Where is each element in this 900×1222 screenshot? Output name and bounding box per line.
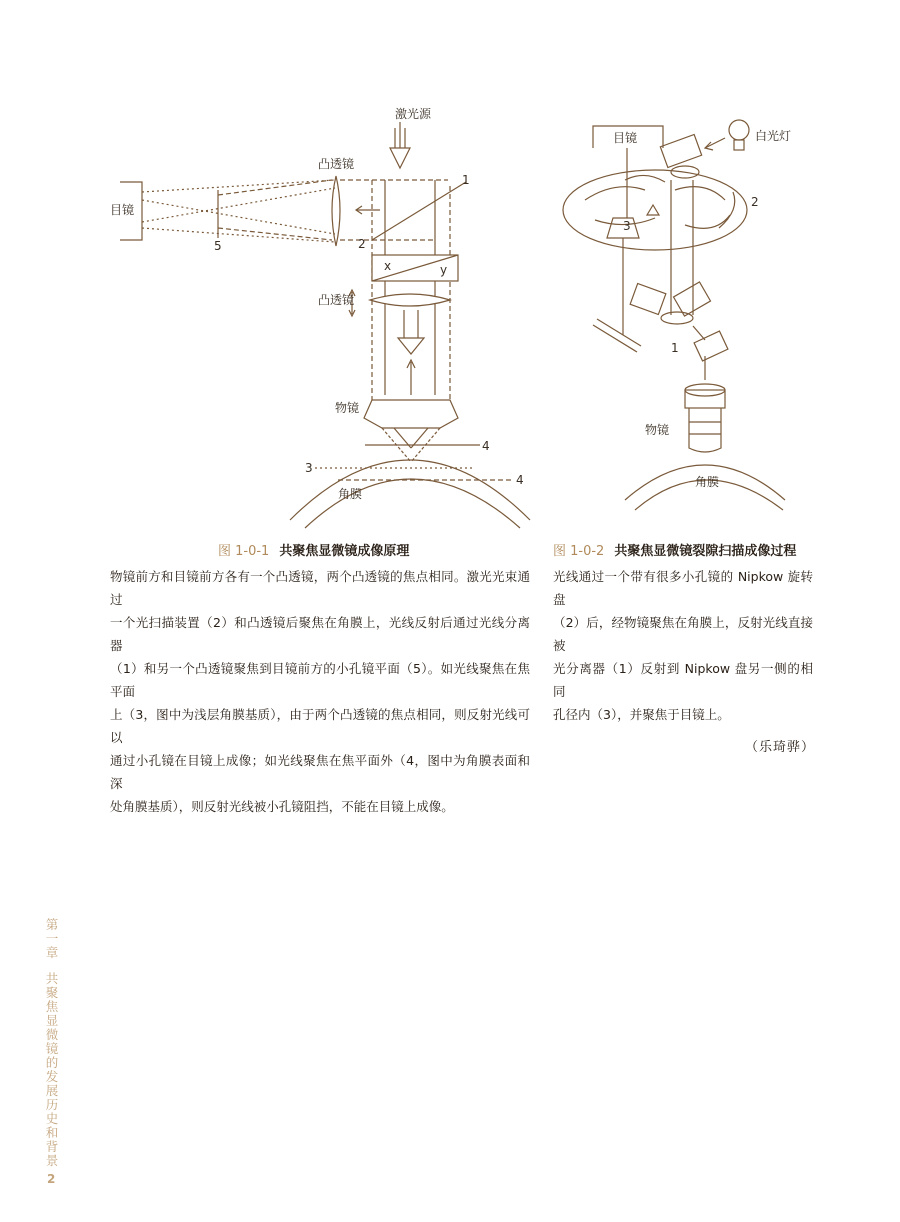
ray [142, 180, 335, 192]
mirror-bottom-left [593, 325, 637, 352]
chapter-title: 共聚焦显微镜的发展历史和背景 [45, 971, 59, 1168]
ray [142, 188, 335, 222]
description-line: 上（3，图中为浅层角膜基质），由于两个凸透镜的焦点相同，则反射光线可以 [110, 707, 530, 745]
author-credit: （乐琦骅） [745, 740, 816, 755]
lamp-ray [705, 138, 725, 148]
figure-1-number: 图 1-0-1 [218, 544, 270, 559]
description-line: 光线通过一个带有很多小孔镜的 Nipkow 旋转盘 [553, 569, 813, 607]
label-x: x [384, 259, 392, 273]
eyepiece-label: 目镜 [110, 203, 135, 217]
figure-confocal-principle [100, 100, 540, 530]
path-line [693, 326, 705, 340]
description-line: 光分离器（1）反射到 Nipkow 盘另一侧的相同 [553, 661, 813, 699]
eyepiece-label: 目镜 [613, 131, 638, 145]
lamp-base [734, 140, 744, 150]
convex-lens-top [332, 176, 340, 246]
mirror-mid-left [630, 284, 666, 315]
label-1: 1 [462, 173, 470, 187]
disk-center-mark [647, 205, 659, 215]
cornea-label: 角膜 [695, 475, 720, 489]
label-3: 3 [305, 461, 313, 475]
label-5: 5 [214, 239, 222, 253]
beam-splitter [372, 182, 466, 240]
figure-1-caption [218, 540, 409, 559]
figure-1-title: 共聚焦显微镜成像原理 [279, 544, 410, 559]
mirror-top [660, 135, 701, 168]
nipkow-disk [563, 170, 747, 250]
mirror-bottom-left [597, 319, 641, 346]
ray [142, 200, 335, 234]
disk-pattern [585, 175, 730, 228]
mirror-right [694, 331, 728, 361]
mirror-mid-right [674, 282, 711, 316]
down-arrow-head [398, 338, 424, 354]
convex-lens-mid [370, 294, 450, 306]
label-2: 2 [358, 237, 366, 251]
figure-1-diagram [100, 100, 540, 530]
label-4b: 4 [516, 473, 524, 487]
description-line: 处角膜基质），则反射光线被小孔镜阻挡，不能在目镜上成像。 [110, 799, 454, 814]
description-line: （2）后，经物镜聚焦在角膜上，反射光线直接被 [553, 615, 813, 653]
convex-lens-top-label: 凸透镜 [318, 157, 355, 171]
figure-2-description [553, 565, 813, 726]
cornea-label: 角膜 [338, 487, 363, 501]
objective-label: 物镜 [645, 423, 670, 437]
figure-1-description [110, 565, 530, 818]
page-number: 2 [47, 1172, 56, 1186]
label-y: y [440, 263, 448, 277]
objective-ring [685, 390, 725, 408]
description-line: 通过小孔镜在目镜上成像；如光线聚焦在焦平面外（4，图中为角膜表面和深 [110, 753, 530, 791]
objective-body [689, 408, 721, 452]
description-line: （1）和另一个凸透镜聚焦到目镜前方的小孔镜平面（5）。如光线聚焦在焦平面 [110, 661, 530, 699]
lamp-icon [729, 120, 749, 140]
figure-2-diagram [555, 100, 792, 530]
laser-arrow-head [390, 148, 410, 168]
objective-label: 物镜 [335, 401, 360, 415]
figure-2-caption [553, 540, 796, 559]
figure-2-number: 图 1-0-2 [553, 544, 605, 559]
figure-2-title: 共聚焦显微镜裂隙扫描成像过程 [614, 544, 797, 559]
splitter-lens [661, 312, 693, 324]
label-1: 1 [671, 341, 679, 355]
chapter-number: 第一章 [45, 917, 59, 960]
description-line: 孔径内（3），并聚焦于目镜上。 [553, 707, 730, 722]
ray [218, 180, 332, 195]
convex-lens-mid-label: 凸透镜 [318, 293, 355, 307]
figure-slit-scanning [555, 100, 792, 530]
label-2: 2 [751, 195, 759, 209]
ray [218, 228, 332, 240]
description-line: 一个光扫描装置（2）和凸透镜后聚焦在角膜上，光线反射后通过光线分离器 [110, 615, 530, 653]
laser-source-label: 激光源 [395, 107, 432, 121]
objective-lens [364, 400, 458, 428]
label-3: 3 [623, 219, 631, 233]
chapter-sidebar [42, 918, 62, 1168]
description-line: 物镜前方和目镜前方各有一个凸透镜，两个凸透镜的焦点相同。激光光束通过 [110, 569, 530, 607]
label-4a: 4 [482, 439, 490, 453]
white-lamp-label: 白光灯 [755, 129, 792, 143]
